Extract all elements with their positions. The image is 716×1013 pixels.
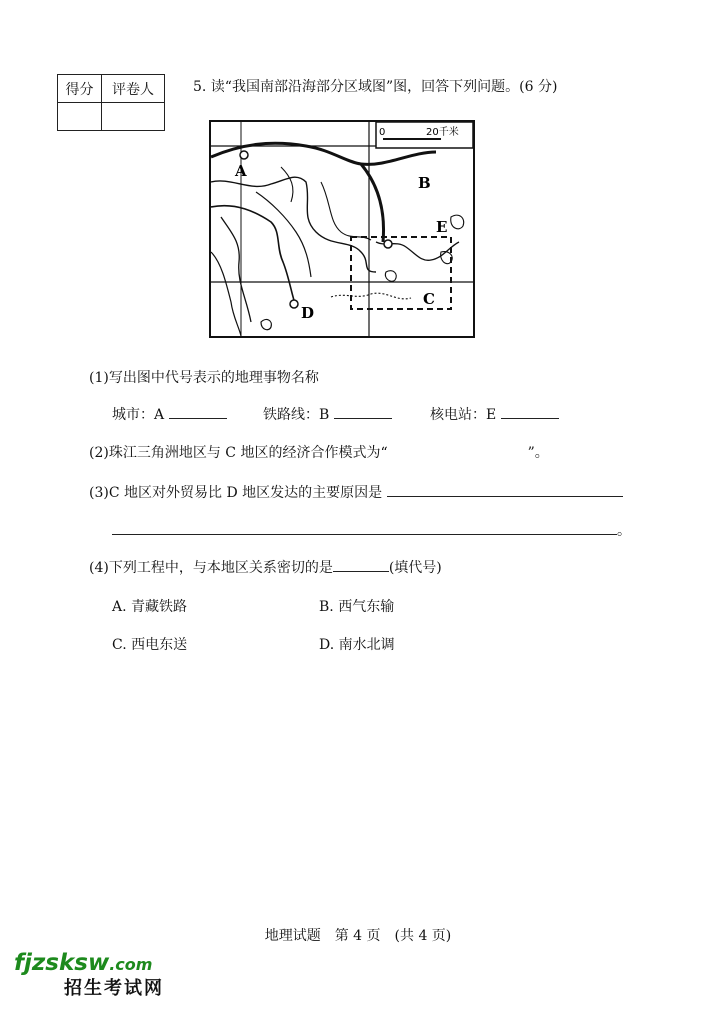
q1-rail (263, 404, 392, 424)
q1-rail-label: 铁路线：B (263, 407, 330, 423)
grader-header: 评卷人 (102, 75, 165, 103)
label-a: A (235, 162, 247, 180)
logo-chinese: 招生考试网 (64, 978, 164, 999)
q3-answer-blank-2[interactable] (112, 522, 617, 535)
q2 (89, 442, 549, 462)
score-cell (58, 103, 102, 131)
q2-pre: (2)珠江三角洲地区与 C 地区的经济合作模式为“ (89, 445, 388, 461)
city-answer-blank[interactable] (169, 406, 227, 419)
q1-city (112, 404, 227, 424)
q1-nuclear-label: 核电站：E (430, 407, 497, 423)
q4-post: (填代号) (388, 560, 442, 576)
rail-answer-blank[interactable] (334, 406, 392, 419)
label-e: E (436, 218, 448, 236)
q1-nuclear (430, 404, 559, 424)
grader-cell (102, 103, 165, 131)
scale-label: 20千米 (426, 127, 459, 138)
map-drawing (211, 122, 473, 336)
logo-domain (14, 950, 164, 976)
site-logo (14, 950, 164, 1000)
q2-post: ”。 (527, 445, 549, 461)
q3 (89, 482, 623, 502)
map-figure (209, 120, 475, 338)
option-d: D. 南水北调 (319, 637, 395, 653)
q4-pre: (4)下列工程中，与本地区关系密切的是 (89, 560, 333, 576)
q3-answer-blank-1[interactable] (387, 484, 623, 497)
q1-text: (1)写出图中代号表示的地理事物名称 (89, 370, 319, 386)
logo-domain-tld: .com (109, 955, 153, 974)
page-footer: 地理试题 第 4 页 (共 4 页) (264, 928, 452, 944)
option-b: B. 西气东输 (319, 599, 395, 615)
scale-zero: 0 (379, 127, 386, 138)
q3-text: (3)C 地区对外贸易比 D 地区发达的主要原因是 (89, 485, 383, 501)
q1-city-label: 城市：A (112, 407, 165, 423)
score-table (57, 74, 165, 131)
score-header: 得分 (58, 75, 102, 103)
option-c: C. 西电东送 (112, 637, 188, 653)
label-d: D (301, 304, 315, 322)
label-c: C (423, 290, 435, 308)
q4 (89, 557, 442, 577)
q4-answer-blank[interactable] (333, 559, 389, 572)
question-title: 5. 读“我国南部沿海部分区域图”图，回答下列问题。(6 分) (193, 79, 558, 95)
option-a: A. 青藏铁路 (112, 599, 188, 615)
q3-end: 。 (617, 523, 631, 539)
logo-domain-main: fjzsksw (14, 950, 110, 976)
nuclear-answer-blank[interactable] (501, 406, 559, 419)
label-b: B (418, 174, 431, 192)
q3-cont (112, 520, 631, 540)
